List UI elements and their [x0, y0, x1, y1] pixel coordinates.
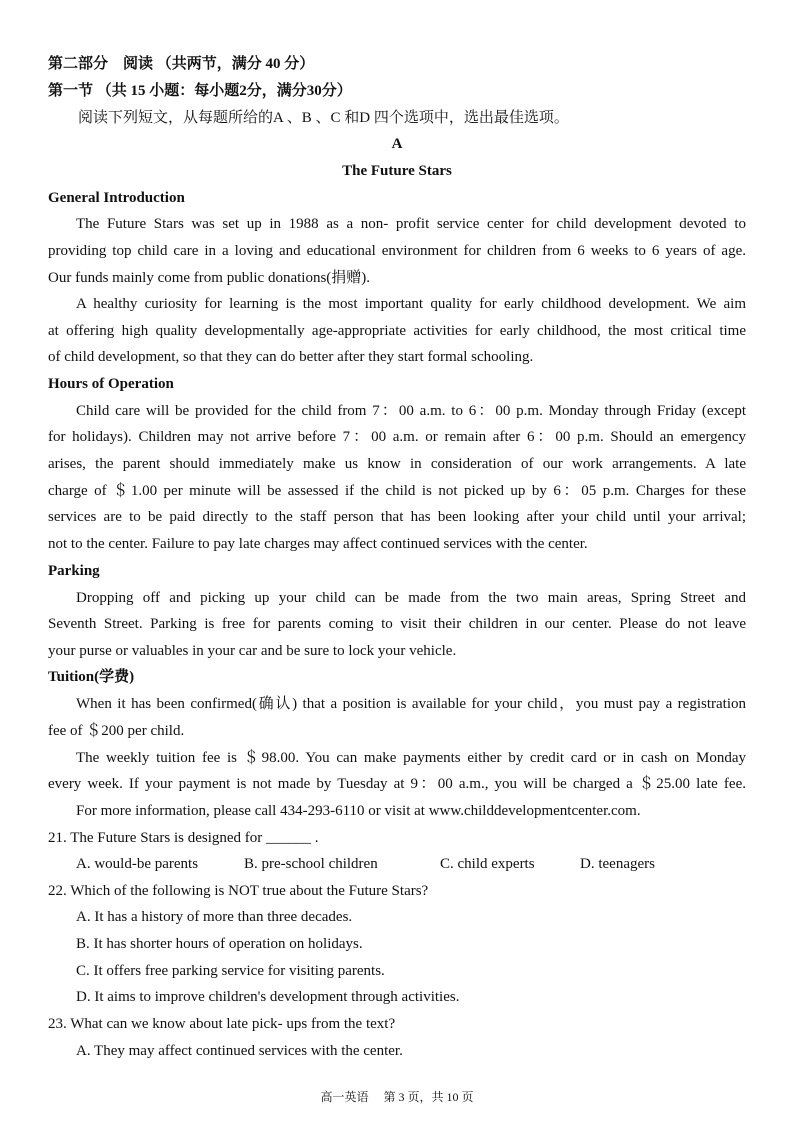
paragraph-line: for holidays). Children may not arrive before 7：00 a.m. or remain after 6：00 p.m. Should an emergency [48, 429, 746, 445]
passage-title: The Future Stars [342, 163, 452, 179]
question-23-option-a: A. They may affect continued services with the center. [76, 1043, 403, 1059]
footer-page-number: 第 3 页，共 10 页 [383, 1090, 474, 1104]
paragraph-line: Seventh Street. Parking is free for parents coming to visit their children in our center. Please do not leave [48, 616, 746, 632]
question-21-option-a: A. would-be parents [76, 856, 199, 872]
question-22-option-b: B. It has shorter hours of operation on holidays. [76, 936, 363, 952]
paragraph-line: at offering high quality developmentally age-appropriate activities for early childhood, the most critical time [48, 323, 746, 339]
question-22-stem: 22. Which of the following is NOT true about the Future Stars? [48, 883, 429, 899]
instruction-text: 阅读下列短文，从每题所给的A 、B 、C 和D 四个选项中，选出最佳选项。 [78, 110, 569, 126]
question-22-option-c: C. It offers free parking service for visiting parents. [76, 963, 385, 979]
paragraph-line: services are to be paid directly to the staff person that has been looking after your child until your arrival; [48, 509, 746, 525]
paragraph-line: every week. If your payment is not made by Tuesday at 9：00 a.m., you will be charged a ＄25.00 late fee. [48, 776, 746, 792]
section-heading-hours: Hours of Operation [48, 376, 174, 392]
footer-subject: 高一英语 [320, 1090, 369, 1104]
page-footer [0, 1089, 794, 1105]
paragraph-line: arises, the parent should immediately make us know in consideration of our work arrangements. A late [48, 456, 746, 472]
paragraph-line: not to the center. Failure to pay late charges may affect continued services with the center. [48, 536, 588, 552]
paragraph-line: charge of ＄1.00 per minute will be assessed if the child is not picked up by 6：05 p.m. Charges for these [48, 483, 746, 499]
question-21-stem: 21. The Future Stars is designed for ______ . [48, 830, 319, 846]
paragraph-line: providing top child care in a loving and educational environment for children from 6 weeks to 6 years of age. [48, 243, 746, 259]
section-heading-tuition: Tuition(学费) [48, 669, 135, 685]
question-21-option-b: B. pre-school children [244, 856, 378, 872]
paragraph-line: fee of ＄200 per child. [48, 723, 185, 739]
paragraph-line: The Future Stars was set up in 1988 as a non- profit service center for child development devoted to [76, 216, 746, 232]
paragraph-line: Dropping off and picking up your child can be made from the two main areas, Spring Street and [76, 590, 746, 606]
paragraph-line: A healthy curiosity for learning is the most important quality for early childhood development. We aim [76, 296, 746, 312]
paragraph-line: your purse or valuables in your car and be sure to lock your vehicle. [48, 643, 457, 659]
part-heading: 第二部分 阅读 （共两节，满分 40 分） [48, 56, 315, 72]
question-23-stem: 23. What can we know about late pick- ups from the text? [48, 1016, 396, 1032]
paragraph-line: For more information, please call 434-293-6110 or visit at www.childdevelopmentcenter.com. [76, 803, 641, 819]
question-21-option-d: D. teenagers [580, 856, 655, 872]
question-22-option-a: A. It has a history of more than three decades. [76, 909, 353, 925]
question-22-option-d: D. It aims to improve children's development through activities. [76, 989, 460, 1005]
paragraph-line: The weekly tuition fee is ＄98.00. You can make payments either by credit card or in cash on Monday [76, 750, 746, 766]
paragraph-line: Our funds mainly come from public donations(捐赠). [48, 270, 371, 286]
question-21-option-c: C. child experts [440, 856, 535, 872]
section-heading: 第一节 （共 15 小题：每小题2分，满分30分） [48, 83, 352, 99]
paragraph-line: Child care will be provided for the child from 7：00 a.m. to 6：00 p.m. Monday through Friday (except [76, 403, 746, 419]
section-heading-parking: Parking [48, 563, 100, 579]
passage-letter: A [391, 136, 403, 152]
paragraph-line: When it has been confirmed(确认) that a position is available for your child，you must pay a registration [76, 696, 746, 712]
section-heading-general: General Introduction [48, 190, 185, 206]
paragraph-line: of child development, so that they can do better after they start formal schooling. [48, 349, 534, 365]
